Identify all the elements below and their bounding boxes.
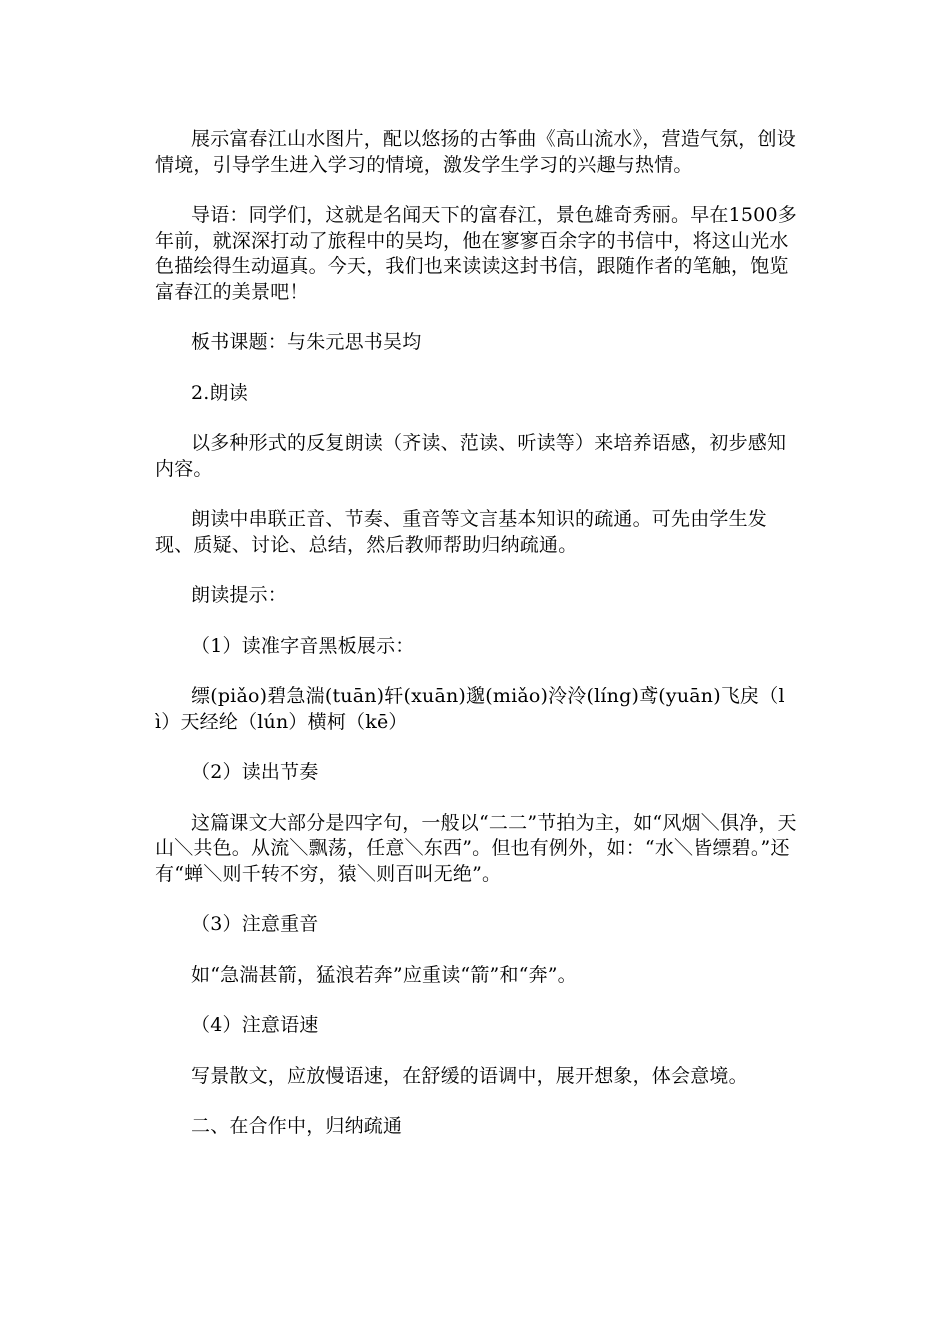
reading-forms-paragraph: 以多种形式的反复朗读（齐读、范读、听读等）来培养语感，初步感知内容。 xyxy=(155,432,787,480)
tip-3-heading: （3）注意重音 xyxy=(191,913,319,935)
paragraph-gap xyxy=(155,558,800,583)
rhythm-paragraph: 这篇课文大部分是四字句，一般以“二二”节拍为主，如“风烟＼俱净，天山＼共色。从流＼飘荡，任意＼东西”。但也有例外，如：“水＼皆缥碧。”还有“蝉＼则千转不穷，猿＼则百叫无绝”。 xyxy=(155,811,797,885)
paragraph-gap xyxy=(155,178,800,203)
paragraph-gap xyxy=(155,609,800,634)
tip-2-heading: （2）读出节奏 xyxy=(191,761,319,783)
paragraph-gap xyxy=(155,1039,800,1064)
paragraph-gap xyxy=(155,887,800,912)
paragraph-gap xyxy=(155,305,800,330)
paragraph-gap xyxy=(155,786,800,811)
paragraph-gap xyxy=(155,356,800,381)
speed-paragraph: 写景散文，应放慢语速，在舒缓的语调中，展开想象，体会意境。 xyxy=(191,1064,748,1087)
reading-knowledge-paragraph: 朗读中串联正音、节奏、重音等文言基本知识的疏通。可先由学生发现、质疑、讨论、总结，然后教师帮助归纳疏通。 xyxy=(155,508,768,556)
paragraph-gap xyxy=(155,938,800,963)
paragraph-gap xyxy=(155,988,800,1013)
reading-tips-heading: 朗读提示： xyxy=(191,584,288,606)
tip-4-heading: （4）注意语速 xyxy=(191,1014,319,1036)
board-title-paragraph: 板书课题：与朱元思书吴均 xyxy=(191,331,422,353)
paragraph-gap xyxy=(155,659,800,684)
section-reading-heading: 2.朗读 xyxy=(191,381,248,404)
paragraph-gap xyxy=(155,482,800,507)
pronunciation-paragraph: 缥(piǎo)碧急湍(tuān)轩(xuān)邈(miǎo)泠泠(líng)鸢(yuān)飞戾（lì）天经纶（lún）横柯（kē） xyxy=(155,685,785,733)
tip-1-heading: （1）读准字音黑板展示： xyxy=(191,634,415,657)
intro-paragraph: 展示富春江山水图片，配以悠扬的古筝曲《高山流水》，营造气氛，创设情境，引导学生进入学习的情境，激发学生学习的兴趣与热情。 xyxy=(155,128,796,176)
lead-in-paragraph: 导语：同学们，这就是名闻天下的富春江，景色雄奇秀丽。早在1500多年前，就深深打动了旅程中的吴均，他在寥寥百余字的书信中，将这山光水色描绘得生动逼真。今天，我们也来读读这封书信，跟随作者的笔触，饱览富春江的美景吧！ xyxy=(155,204,797,303)
section-two-heading: 二、在合作中，归纳疏通 xyxy=(191,1115,403,1137)
paragraph-gap xyxy=(155,406,800,431)
stress-paragraph: 如“急湍甚箭，猛浪若奔”应重读“箭”和“奔”。 xyxy=(191,963,577,986)
paragraph-gap xyxy=(155,1089,800,1114)
paragraph-gap xyxy=(155,735,800,760)
document-page xyxy=(155,127,800,1140)
